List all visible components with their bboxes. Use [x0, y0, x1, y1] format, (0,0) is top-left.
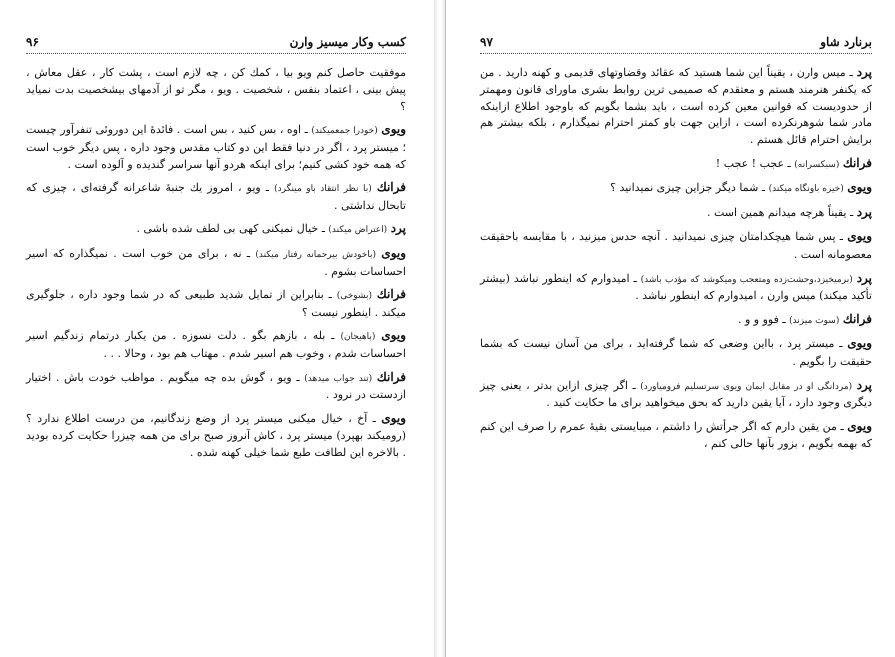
stage-direction: (سوت میزند) [789, 315, 840, 326]
speaker-name: ویوی [381, 122, 407, 137]
dialogue-text: ـ ویو ، گوش بده چه میگویم . مواظب خودت باش . اختیار ازدستت در نرود . [26, 370, 406, 402]
left-page-body [26, 64, 406, 462]
dialogue-text: ـ میس وارن ، یقیناً این شما هستید که عقائد وقضاوتهای قدیمی و کهنه دارید . من که یکنفر هنرمند هستم و معتقدم که صمیمی ترین روابط بشری ماورای قانون ومهمتر از حدودیست که قوانین معین کرده است ، باید بشما بگویم که باوجود اطلاع ازاینکه مادر شما شوهرنکرده است ، ازاین جهت باو کمتر احترام نمیگذارم ، بلکه بیشتر هم برایش احترام قائل هستم . [480, 65, 872, 146]
left-page-number: ۹۶ [26, 35, 39, 49]
dialogue-text: موفقیت حاصل کنم ویو بیا ، کمك کن ، چه لازم است ، پشت کار ، عقل معاش ، پیش بینی ، اعتماد بنفس ، شخصیت . ویو ، مگر تو از آدمهای بیشخصیت بدت نمیاید ؟ [26, 65, 406, 113]
dialogue-text: ـ عجب ! عجب ! [715, 156, 791, 170]
dialogue-paragraph [480, 64, 872, 149]
stage-direction: (خودرا جمعمیکند) [311, 126, 378, 137]
speaker-name: ویوی [381, 245, 407, 260]
dialogue-paragraph [480, 418, 872, 453]
dialogue-paragraph [480, 179, 872, 198]
speaker-name: پرد [856, 204, 872, 219]
dialogue-paragraph [480, 270, 872, 305]
speaker-name: ویوی [847, 418, 872, 433]
stage-direction: (باهیجان) [340, 332, 376, 343]
speaker-name: پرد [390, 221, 406, 236]
dialogue-text: ـ بله ، بازهم بگو . دلت نسوزه . من یکبار درتمام زندگیم اسیر احساسات شدم ، وخوب هم اسیر شدم . مهتاب هم بود ، وحالا . . . [26, 329, 406, 360]
stage-direction: (بشوخی) [336, 291, 373, 302]
dialogue-text: ـ ویو ، امروز یك جنبهٔ شاعرانه گرفته‌ای ، چیزی که تابحال نداشتی . [26, 181, 406, 212]
right-page-title: برنارد شاو [820, 35, 872, 49]
stage-direction: (باخودش بیرحمانه رفتار میکند) [255, 249, 377, 260]
speaker-name: ویوی [381, 410, 407, 425]
dialogue-text: ـ من یقین دارم که اگر جرأتش را داشتم ، میبایستی بقیهٔ عمرم را صرف این کنم که بهمه بگویم ، بزور بآنها حالی کنم ، [480, 419, 872, 451]
right-page [480, 34, 872, 459]
dialogue-paragraph [26, 327, 406, 362]
dialogue-text: ـ شما دیگر جزاین چیزی نمیدانید ؟ [610, 181, 766, 195]
stage-direction: (اعتراض میکند) [328, 225, 388, 236]
stage-direction: (با نظر انتقاد باو مینگرد) [274, 184, 372, 195]
stage-direction: (تند جواب میدهد) [304, 373, 373, 384]
dialogue-paragraph [480, 335, 872, 370]
dialogue-paragraph [480, 311, 872, 330]
speaker-name: فرانك [376, 287, 407, 302]
left-page [26, 34, 406, 467]
stage-direction: (برمیخیزد،وحشت‌زده ومتعجب ومیکوشد که مؤدب باشد) [640, 274, 853, 285]
right-page-body [480, 64, 872, 453]
dialogue-paragraph [480, 228, 872, 263]
speaker-name: فرانك [376, 369, 407, 384]
speaker-name: ویوی [847, 180, 872, 195]
dialogue-text: ـ آخ ، خیال میکنی میستر پرد از وضع زندگانیم، من درست اطلاع ندارد ؟ (روميكند بهپرد) میستر پرد ، کاش آنروز صبح برای من همه چیزرا حکایت کرده بودید . بالاخره این لطافت طبع شما خیلی کهنه شده . [26, 411, 406, 459]
dialogue-text: ـ فوو و و . [737, 312, 786, 326]
dialogue-paragraph [26, 369, 406, 404]
dialogue-paragraph [480, 155, 872, 174]
dialogue-text: ـ اگر چیزی ازاین بدتر ، یعنی چیز دیگری وجود دارد ، آیا یقین دارید که بحق میخواهید برای ما حکایت کنید . [480, 378, 872, 410]
dialogue-paragraph [26, 220, 406, 239]
stage-direction: (خیره باونگاه میکند) [768, 184, 844, 195]
dialogue-paragraph [26, 410, 406, 462]
speaker-name: فرانك [842, 155, 872, 170]
dialogue-paragraph [26, 64, 406, 116]
left-page-title: کسب وکار میسیز وارن [289, 35, 406, 49]
dialogue-paragraph [26, 121, 406, 173]
speaker-name: ویوی [847, 336, 872, 351]
left-page-header [26, 34, 406, 54]
speaker-name: فرانك [376, 180, 406, 195]
stage-direction: (مردانگی او در مقابل ایمان ویوی سرتسلیم فرومیاورد) [640, 381, 853, 392]
dialogue-paragraph [26, 286, 406, 321]
dialogue-text: ـ خیال نمیکنی کهی بی لطف شده باشی . [136, 222, 325, 236]
right-page-number: ۹۷ [480, 35, 493, 49]
dialogue-text: ـ یقیناً هرچه میدانم همین است . [706, 205, 854, 219]
dialogue-text: ـ پس شما هیچکدامتان چیزی نمیدانید . آنچه حدس میزنید ، با مقایسه باحقیقت معصومانه است . [480, 230, 872, 261]
dialogue-paragraph [480, 377, 872, 412]
speaker-name: ویوی [381, 328, 406, 343]
dialogue-paragraph [26, 179, 406, 214]
dialogue-text: ـ بنابراین از تمایل شدید طبیعی که در شما وجود داره ، جلوگیری میکند . اینطور نیست ؟ [26, 288, 406, 319]
speaker-name: پرد [856, 377, 872, 392]
right-page-header [480, 34, 872, 54]
speaker-name: فرانك [842, 311, 872, 326]
stage-direction: (سبکسرانه) [794, 159, 840, 170]
dialogue-paragraph [480, 204, 872, 223]
gutter-line [445, 0, 446, 657]
dialogue-text: ـ امیدوارم که اینطور نباشد (بیشتر تأکید میکند) میس وارن ، امیدوارم که اینطور نباشد . [480, 271, 872, 303]
dialogue-text: ـ اوه ، بس کنید ، بس است . فائدهٔ این دوروئی تنفرآور چیست ؛ میستر پرد ، اگر در دنیا فقط این دو کتاب مقدس وجود داره ، پس دیگر خوب است که همه خود کشی کنیم؛ برای اینکه هردو آنها سراسر گندیده و آلوده است . [26, 123, 406, 171]
dialogue-text: ـ میستر پرد ، بااین وضعی که شما گرفته‌اید ، برای من آسان نیست که بشما حقیقت را بگویم . [480, 337, 872, 368]
dialogue-text: ـ نه ، برای من خوب است . نمیگذاره که اسیر احساسات بشوم . [26, 246, 406, 278]
dialogue-paragraph [26, 245, 406, 280]
speaker-name: ویوی [847, 229, 872, 244]
speaker-name: پرد [856, 64, 872, 79]
speaker-name: پرد [856, 270, 872, 285]
